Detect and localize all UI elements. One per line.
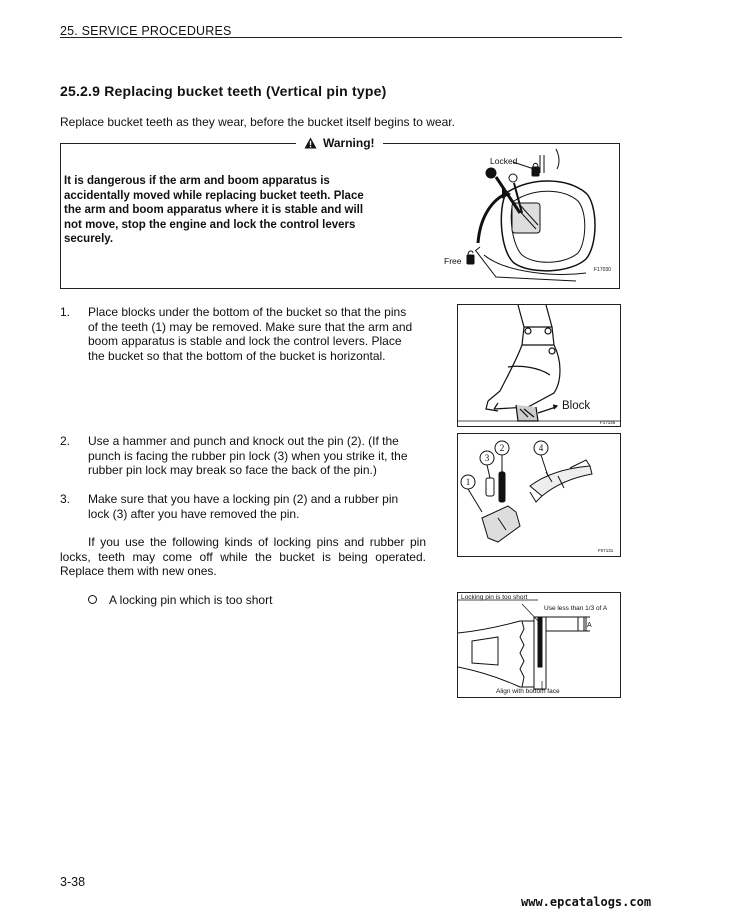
- use-less-label: Use less than 1/3 of A: [544, 605, 608, 612]
- step-line: punch is facing the rubber pin lock (3) when you strike it, the: [88, 448, 408, 463]
- warning-line: not move, stop the engine and lock the control levers: [64, 218, 356, 231]
- free-label: Free: [444, 256, 462, 266]
- section-header: 25. SERVICE PROCEDURES: [60, 24, 232, 38]
- warning-triangle-icon: [304, 137, 317, 149]
- part-label: 1: [465, 477, 471, 487]
- page-number: 3-38: [60, 875, 86, 889]
- step-line: rubber pin lock may break so face the back of the pin.): [88, 463, 377, 478]
- watermark: www.epcatalogs.com: [521, 895, 652, 909]
- figure-code: F17030: [594, 267, 611, 273]
- locked-label: Locked: [490, 156, 518, 166]
- block-figure: [457, 304, 621, 427]
- align-label: Align with bottom face: [496, 688, 560, 695]
- step-line: Use a hammer and punch and knock out the pin (2). (If the: [88, 434, 399, 448]
- short-pin-figure: [457, 592, 621, 698]
- short-pin-title: Locking pin is too short: [461, 594, 528, 601]
- section-title: 25.2.9 Replacing bucket teeth (Vertical pin type): [60, 83, 387, 99]
- step-line: of the teeth (1) may be removed. Make sure that the arm and: [88, 319, 413, 334]
- header-rule: [60, 37, 622, 38]
- replacement-paragraph: If you use the following kinds of locking pins and rubber pin locks, teeth may come off while the bucket is being operated. Replace them with new ones.: [60, 535, 426, 579]
- warning-line: securely.: [64, 233, 114, 246]
- bullet-text: A locking pin which is too short: [109, 593, 273, 607]
- control-lever-lock-illustration: [436, 147, 616, 283]
- part-label: 2: [499, 443, 505, 453]
- figure-code: F17146: [600, 420, 616, 425]
- part-label: 4: [538, 443, 544, 453]
- intro-text: Replace bucket teeth as they wear, before the bucket itself begins to wear.: [60, 115, 455, 129]
- short-pin-illustration: [458, 593, 620, 697]
- block-label: Block: [562, 400, 591, 412]
- step-text: [88, 434, 426, 478]
- step-text: [88, 305, 426, 363]
- warning-label-text: Warning!: [323, 136, 375, 150]
- step-number: 2.: [60, 434, 71, 448]
- step-line: Place blocks under the bottom of the bucket so that the pins: [88, 305, 407, 319]
- part-label: 3: [484, 453, 490, 463]
- warning-line: accidentally moved while replacing bucket teeth. Place: [64, 189, 364, 202]
- step-line: Make sure that you have a locking pin (2) and a rubber pin: [88, 492, 399, 506]
- step-line: the bucket so that the bottom of the bucket is horizontal.: [88, 348, 386, 363]
- step-number: 1.: [60, 305, 71, 319]
- step-line: boom apparatus is stable and lock the control levers. Place: [88, 334, 402, 349]
- bucket-block-illustration: [458, 305, 620, 426]
- dimension-a-label: A: [587, 622, 592, 629]
- warning-text: [64, 174, 382, 247]
- step-text: [88, 492, 426, 521]
- bullet-circle-icon: [88, 595, 97, 604]
- warning-label: [296, 136, 383, 150]
- tooth-parts-illustration: [458, 434, 620, 556]
- figure-code: F07131: [598, 548, 614, 553]
- step-number: 3.: [60, 492, 71, 506]
- parts-figure: [457, 433, 621, 557]
- step-line: lock (3) after you have removed the pin.: [88, 506, 300, 521]
- warning-line: It is dangerous if the arm and boom apparatus is: [64, 175, 330, 187]
- warning-line: the arm and boom apparatus where it is stable and will: [64, 204, 364, 217]
